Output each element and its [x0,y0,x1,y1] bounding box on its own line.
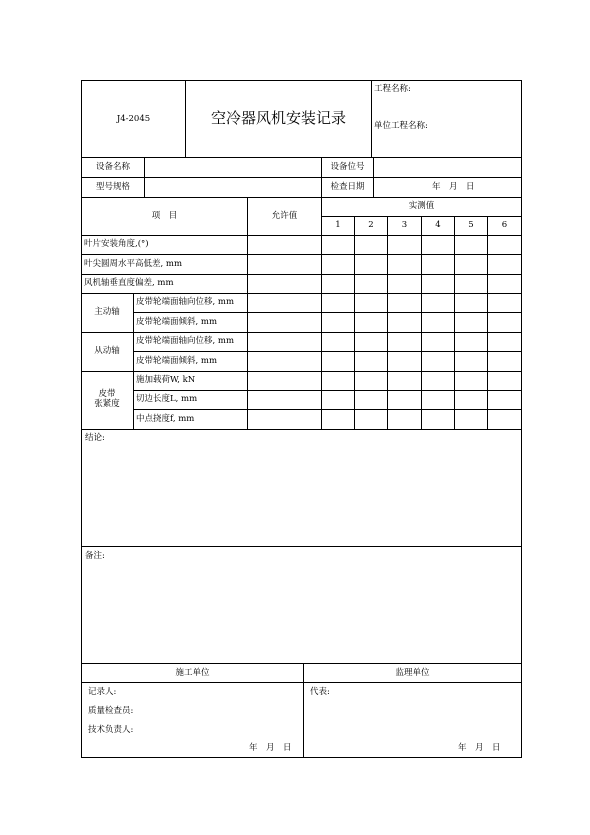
remarks-label: 备注: [85,551,105,561]
page-title: 空冷器风机安装记录 [210,109,346,127]
row-blade-angle: 叶片安装角度,(°) [84,239,149,249]
col-3-label: 3 [401,220,408,230]
item-header: 项 目 [151,211,178,221]
group-belt-line2: 张紧度 [94,399,120,409]
row-line [133,409,522,410]
allowed-header: 允许值 [271,211,298,221]
check-date-placeholder: 年 月 日 [432,182,475,192]
row-belt-tangent-length: 切边长度L, mm [136,394,198,404]
project-name-label: 工程名称: [374,84,411,94]
row-line [81,274,522,275]
col-1-label: 1 [335,220,341,230]
conclusion-area[interactable] [81,429,522,547]
quality-inspector-label: 质量检查员: [88,706,134,716]
group-drive-shaft: 主动轴 [94,307,120,317]
conclusion-label: 结论: [85,433,105,443]
row-drive-face-tilt: 皮带轮端面倾斜, mm [136,317,218,327]
technical-lead-label: 技术负责人: [88,725,134,735]
row-line [81,293,522,294]
row-drive-axial-shift: 皮带轮端面轴向位移, mm [136,297,235,307]
supervision-date: 年 月 日 [458,743,501,753]
device-position-label: 设备位号 [330,162,365,172]
row-blade-tip-level: 叶尖圆周水平高低差, mm [84,259,183,269]
row-line [81,235,522,236]
col-6-label: 6 [501,220,508,230]
model-spec-label: 型号规格 [95,182,130,192]
group-driven-shaft: 从动轴 [94,346,120,356]
construction-unit-header: 施工单位 [175,668,210,678]
row-belt-load: 施加载荷W, kN [136,375,196,385]
row-line [81,332,522,333]
row-driven-axial-shift: 皮带轮端面轴向位移, mm [136,336,235,346]
row-line [81,371,522,372]
unit-project-name-label: 单位工程名称: [374,121,428,131]
device-name-field[interactable] [144,157,322,178]
construction-date: 年 月 日 [249,743,292,753]
recorder-label: 记录人: [88,687,117,697]
remarks-area[interactable] [81,546,522,664]
model-spec-field[interactable] [144,177,322,198]
form-code: J4-2045 [116,114,151,124]
row-shaft-vertical: 风机轴垂直度偏差, mm [84,278,174,288]
row-line [133,312,522,313]
group-belt-line1: 皮带 [98,389,116,399]
col-2-label: 2 [368,220,374,230]
col-5-label: 5 [468,220,474,230]
row-belt-mid-deflection: 中点挠度f, mm [136,414,195,424]
col-4-label: 4 [435,220,441,230]
device-name-label: 设备名称 [95,162,130,172]
measured-header: 实测值 [408,201,435,211]
representative-label: 代表: [310,687,330,697]
row-driven-face-tilt: 皮带轮端面倾斜, mm [136,356,218,366]
row-line [81,254,522,255]
device-position-field[interactable] [373,157,522,178]
supervision-unit-header: 监理单位 [395,668,430,678]
row-line [133,351,522,352]
row-line [133,390,522,391]
check-date-label: 检查日期 [330,182,365,192]
